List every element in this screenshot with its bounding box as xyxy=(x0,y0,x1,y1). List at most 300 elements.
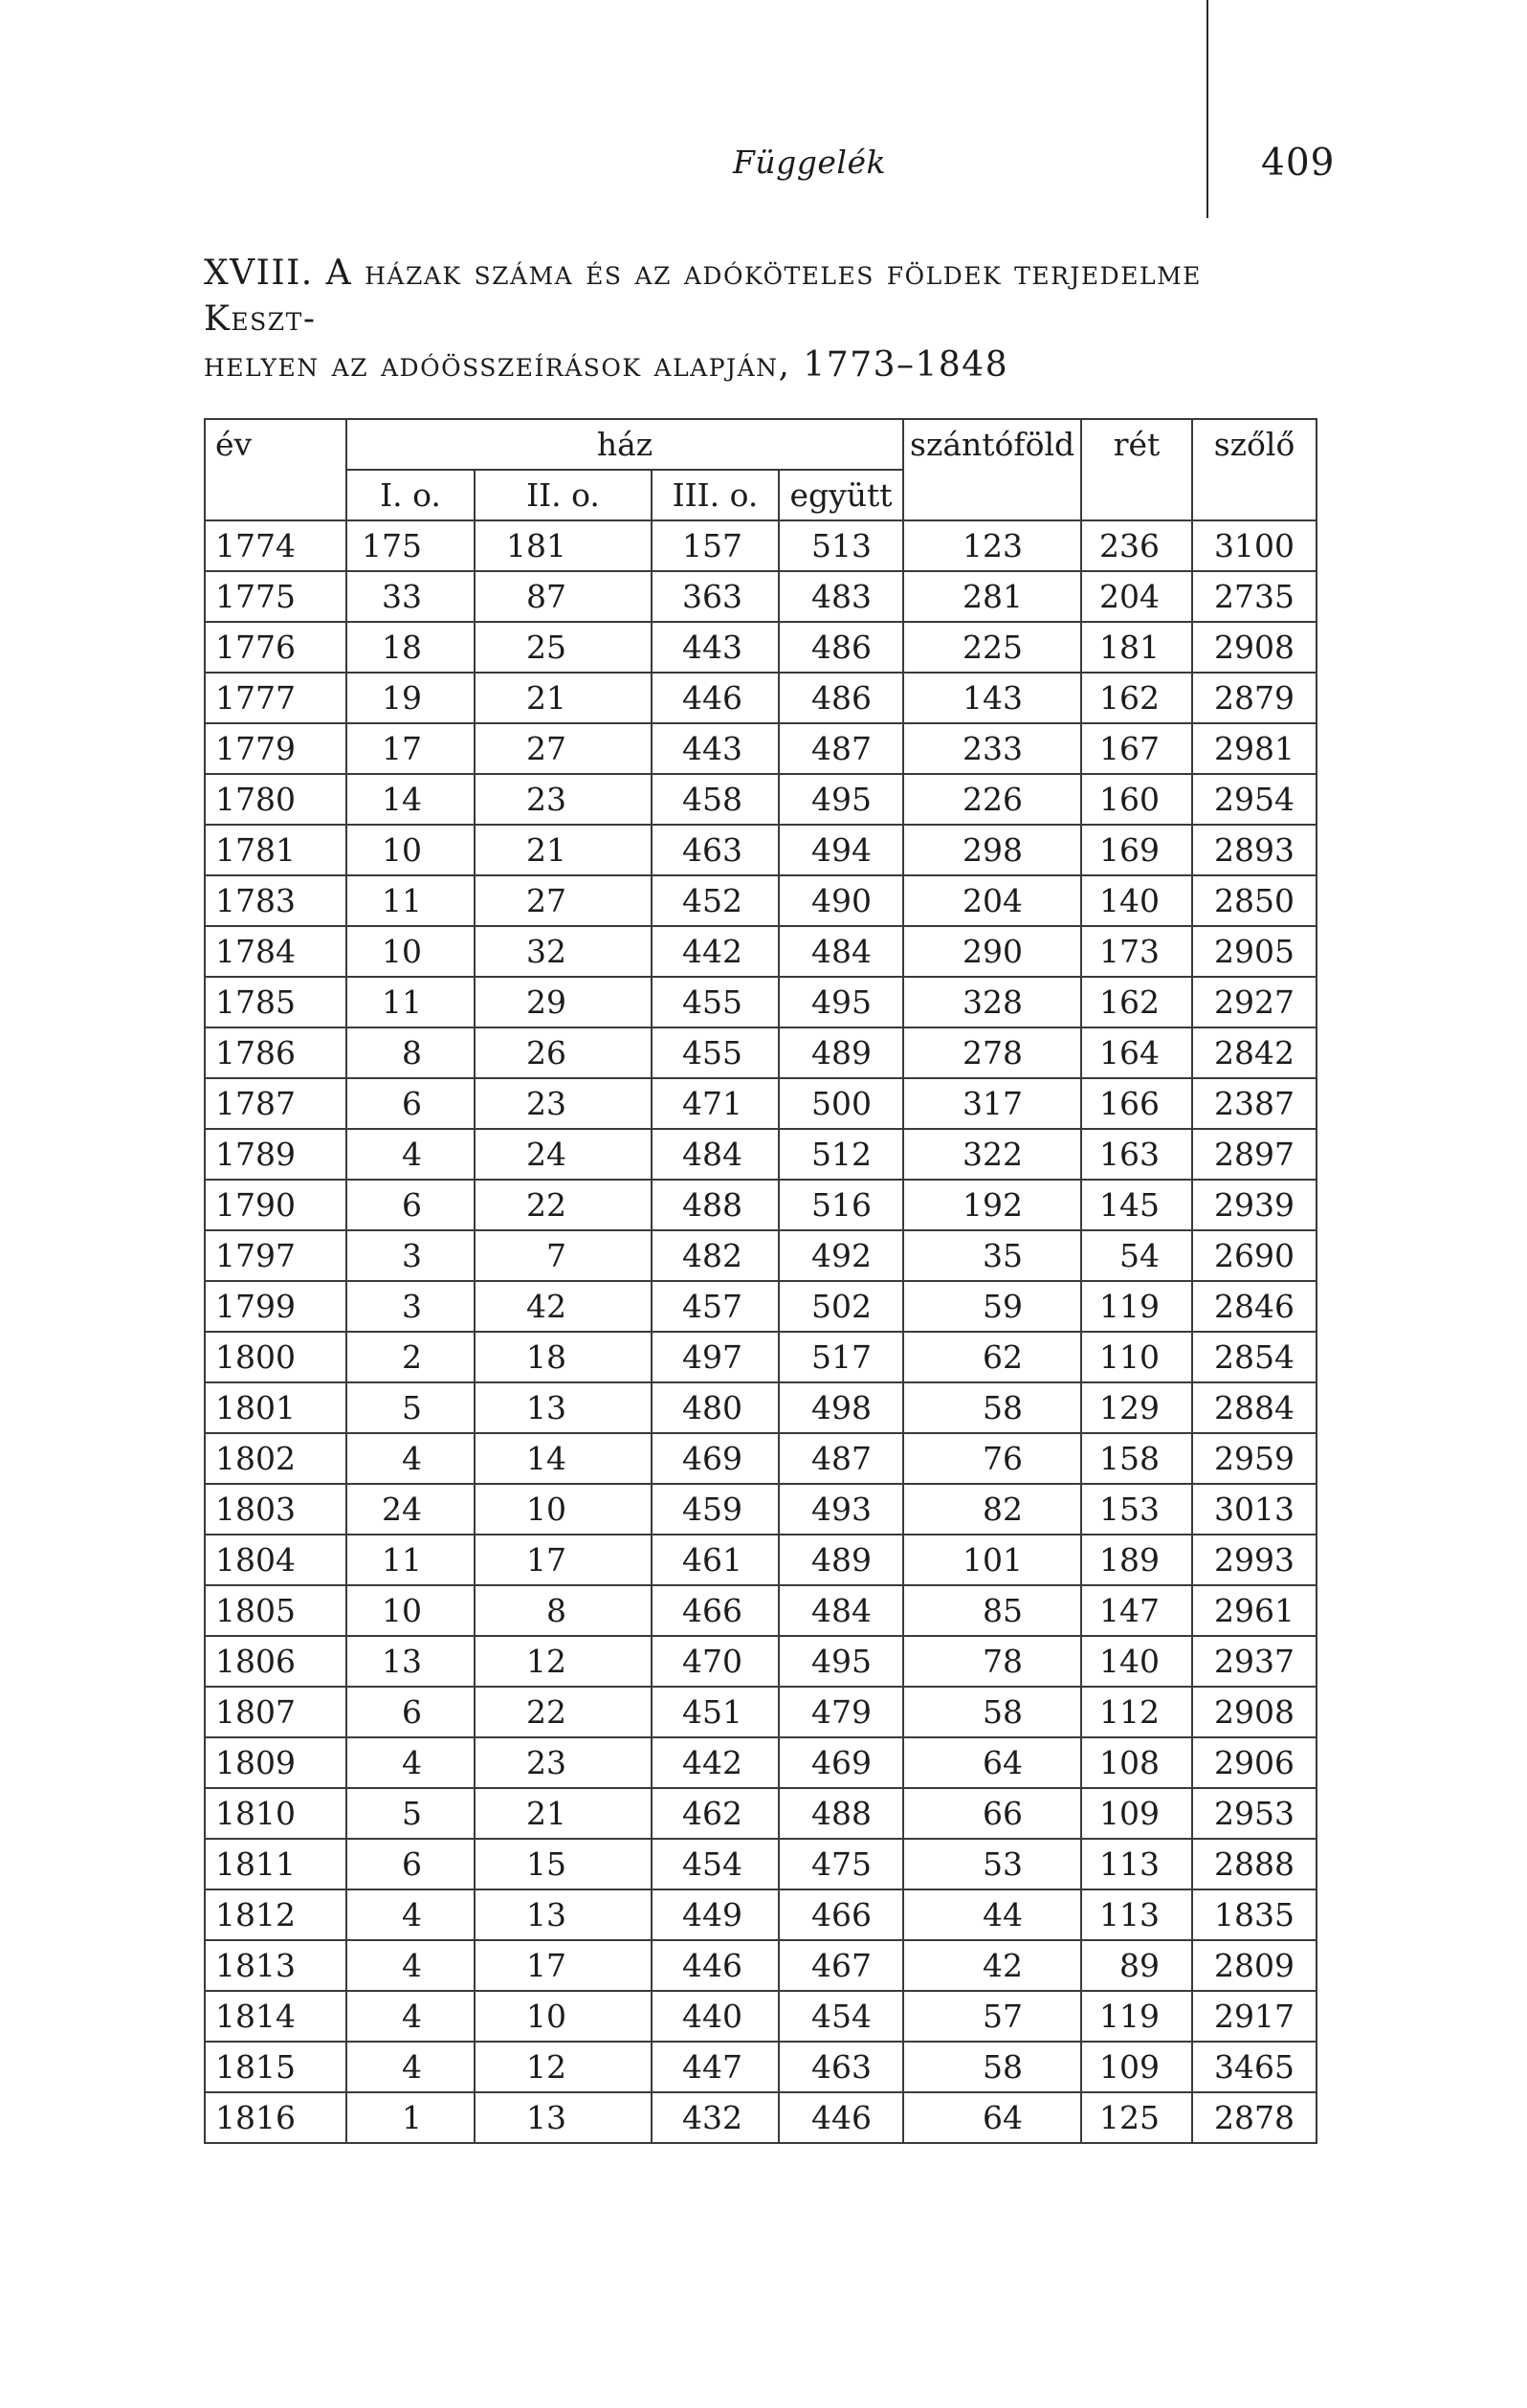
header-row-1 xyxy=(205,419,1317,470)
header-houses: ház xyxy=(346,419,903,470)
cell-class-2: 22 xyxy=(475,1180,652,1230)
cell-total: 494 xyxy=(779,825,903,875)
cell-class-3: 482 xyxy=(652,1230,779,1281)
table-row xyxy=(205,1737,1317,1788)
cell-vineyard: 2735 xyxy=(1192,571,1317,622)
table-row xyxy=(205,1585,1317,1636)
cell-meadow: 54 xyxy=(1081,1230,1192,1281)
cell-class-3: 443 xyxy=(652,622,779,673)
cell-year: 1815 xyxy=(205,2042,346,2092)
cell-vineyard: 2690 xyxy=(1192,1230,1317,1281)
cell-year: 1799 xyxy=(205,1281,346,1332)
cell-arable: 66 xyxy=(903,1788,1081,1839)
cell-total: 489 xyxy=(779,1535,903,1585)
cell-class-3: 459 xyxy=(652,1484,779,1535)
cell-year: 1802 xyxy=(205,1433,346,1484)
cell-class-3: 455 xyxy=(652,977,779,1027)
table-row xyxy=(205,1078,1317,1129)
table-row xyxy=(205,1889,1317,1940)
cell-arable: 82 xyxy=(903,1484,1081,1535)
cell-arable: 328 xyxy=(903,977,1081,1027)
cell-vineyard: 2897 xyxy=(1192,1129,1317,1180)
cell-class-3: 463 xyxy=(652,825,779,875)
cell-arable: 58 xyxy=(903,1382,1081,1433)
cell-total: 479 xyxy=(779,1687,903,1737)
cell-class-2: 27 xyxy=(475,875,652,926)
cell-year: 1774 xyxy=(205,520,346,571)
cell-class-2: 17 xyxy=(475,1535,652,1585)
cell-class-2: 13 xyxy=(475,1889,652,1940)
cell-total: 513 xyxy=(779,520,903,571)
cell-meadow: 166 xyxy=(1081,1078,1192,1129)
cell-meadow: 164 xyxy=(1081,1027,1192,1078)
cell-arable: 76 xyxy=(903,1433,1081,1484)
cell-year: 1779 xyxy=(205,723,346,774)
cell-class-1: 3 xyxy=(346,1281,475,1332)
cell-arable: 57 xyxy=(903,1991,1081,2042)
cell-class-2: 13 xyxy=(475,2092,652,2143)
cell-arable: 58 xyxy=(903,1687,1081,1737)
cell-arable: 35 xyxy=(903,1230,1081,1281)
cell-meadow: 162 xyxy=(1081,977,1192,1027)
table-title-line-2: helyen az adóösszeírások alapján, 1773–1848 xyxy=(204,345,1009,385)
cell-meadow: 109 xyxy=(1081,1788,1192,1839)
cell-class-2: 24 xyxy=(475,1129,652,1180)
cell-vineyard: 2959 xyxy=(1192,1433,1317,1484)
cell-year: 1800 xyxy=(205,1332,346,1382)
table-row xyxy=(205,1129,1317,1180)
cell-total: 487 xyxy=(779,723,903,774)
cell-class-1: 24 xyxy=(346,1484,475,1535)
cell-arable: 101 xyxy=(903,1535,1081,1585)
cell-class-2: 12 xyxy=(475,2042,652,2092)
cell-year: 1803 xyxy=(205,1484,346,1535)
cell-meadow: 167 xyxy=(1081,723,1192,774)
cell-total: 454 xyxy=(779,1991,903,2042)
cell-meadow: 181 xyxy=(1081,622,1192,673)
cell-class-1: 10 xyxy=(346,926,475,977)
cell-class-1: 2 xyxy=(346,1332,475,1382)
cell-meadow: 160 xyxy=(1081,774,1192,825)
table-row xyxy=(205,977,1317,1027)
table-row xyxy=(205,673,1317,723)
cell-total: 502 xyxy=(779,1281,903,1332)
cell-total: 487 xyxy=(779,1433,903,1484)
cell-class-3: 470 xyxy=(652,1636,779,1687)
cell-class-2: 25 xyxy=(475,622,652,673)
table-row xyxy=(205,1382,1317,1433)
cell-class-2: 8 xyxy=(475,1585,652,1636)
cell-year: 1797 xyxy=(205,1230,346,1281)
cell-class-3: 497 xyxy=(652,1332,779,1382)
cell-meadow: 119 xyxy=(1081,1991,1192,2042)
cell-class-1: 5 xyxy=(346,1788,475,1839)
cell-total: 492 xyxy=(779,1230,903,1281)
cell-total: 466 xyxy=(779,1889,903,1940)
cell-vineyard: 2993 xyxy=(1192,1535,1317,1585)
cell-class-2: 23 xyxy=(475,774,652,825)
table-row xyxy=(205,1839,1317,1889)
cell-class-1: 4 xyxy=(346,1889,475,1940)
cell-class-2: 13 xyxy=(475,1382,652,1433)
cell-meadow: 109 xyxy=(1081,2042,1192,2092)
cell-year: 1789 xyxy=(205,1129,346,1180)
cell-arable: 298 xyxy=(903,825,1081,875)
cell-class-3: 457 xyxy=(652,1281,779,1332)
cell-class-1: 10 xyxy=(346,825,475,875)
cell-arable: 85 xyxy=(903,1585,1081,1636)
table-row xyxy=(205,723,1317,774)
cell-meadow: 147 xyxy=(1081,1585,1192,1636)
cell-class-2: 12 xyxy=(475,1636,652,1687)
cell-class-3: 455 xyxy=(652,1027,779,1078)
cell-class-1: 4 xyxy=(346,1129,475,1180)
cell-year: 1812 xyxy=(205,1889,346,1940)
cell-vineyard: 2850 xyxy=(1192,875,1317,926)
cell-meadow: 173 xyxy=(1081,926,1192,977)
cell-class-3: 443 xyxy=(652,723,779,774)
header-meadow: rét xyxy=(1081,419,1192,520)
cell-class-2: 87 xyxy=(475,571,652,622)
cell-class-3: 432 xyxy=(652,2092,779,2143)
header-vineyard: szőlő xyxy=(1192,419,1317,520)
table-row xyxy=(205,520,1317,571)
cell-meadow: 169 xyxy=(1081,825,1192,875)
cell-year: 1790 xyxy=(205,1180,346,1230)
cell-year: 1776 xyxy=(205,622,346,673)
cell-year: 1801 xyxy=(205,1382,346,1433)
cell-class-1: 17 xyxy=(346,723,475,774)
cell-arable: 317 xyxy=(903,1078,1081,1129)
cell-year: 1775 xyxy=(205,571,346,622)
cell-arable: 59 xyxy=(903,1281,1081,1332)
cell-class-2: 29 xyxy=(475,977,652,1027)
cell-vineyard: 2906 xyxy=(1192,1737,1317,1788)
header-class-3: III. o. xyxy=(652,470,779,520)
cell-year: 1785 xyxy=(205,977,346,1027)
cell-meadow: 108 xyxy=(1081,1737,1192,1788)
cell-arable: 290 xyxy=(903,926,1081,977)
cell-vineyard: 1835 xyxy=(1192,1889,1317,1940)
running-head: Függelék xyxy=(732,144,886,181)
header-year: év xyxy=(205,419,346,520)
cell-class-1: 6 xyxy=(346,1078,475,1129)
table-row xyxy=(205,1940,1317,1991)
cell-arable: 192 xyxy=(903,1180,1081,1230)
cell-vineyard: 2854 xyxy=(1192,1332,1317,1382)
cell-total: 495 xyxy=(779,774,903,825)
cell-class-3: 488 xyxy=(652,1180,779,1230)
cell-meadow: 125 xyxy=(1081,2092,1192,2143)
header-divider xyxy=(1206,0,1208,218)
cell-vineyard: 2953 xyxy=(1192,1788,1317,1839)
table-body xyxy=(205,520,1317,2143)
cell-total: 486 xyxy=(779,622,903,673)
table-row xyxy=(205,1332,1317,1382)
cell-year: 1783 xyxy=(205,875,346,926)
cell-year: 1814 xyxy=(205,1991,346,2042)
table-row xyxy=(205,2092,1317,2143)
header-arable: szántóföld xyxy=(903,419,1081,520)
cell-class-3: 449 xyxy=(652,1889,779,1940)
cell-total: 517 xyxy=(779,1332,903,1382)
cell-year: 1807 xyxy=(205,1687,346,1737)
cell-class-2: 22 xyxy=(475,1687,652,1737)
cell-class-1: 19 xyxy=(346,673,475,723)
header-class-2: II. o. xyxy=(475,470,652,520)
cell-class-1: 18 xyxy=(346,622,475,673)
cell-year: 1777 xyxy=(205,673,346,723)
cell-class-1: 4 xyxy=(346,1737,475,1788)
cell-vineyard: 2908 xyxy=(1192,1687,1317,1737)
cell-year: 1781 xyxy=(205,825,346,875)
cell-arable: 322 xyxy=(903,1129,1081,1180)
cell-class-2: 32 xyxy=(475,926,652,977)
cell-meadow: 153 xyxy=(1081,1484,1192,1535)
cell-year: 1784 xyxy=(205,926,346,977)
cell-class-1: 6 xyxy=(346,1839,475,1889)
cell-class-3: 454 xyxy=(652,1839,779,1889)
cell-class-2: 18 xyxy=(475,1332,652,1382)
cell-year: 1806 xyxy=(205,1636,346,1687)
cell-arable: 233 xyxy=(903,723,1081,774)
page-number: 409 xyxy=(1261,142,1336,185)
cell-meadow: 140 xyxy=(1081,875,1192,926)
cell-class-1: 11 xyxy=(346,977,475,1027)
header-class-1: I. o. xyxy=(346,470,475,520)
table-title-line-1: XVIII. A házak száma és az adóköteles földek terjedelme Keszt- xyxy=(204,254,1202,339)
cell-vineyard: 2878 xyxy=(1192,2092,1317,2143)
cell-vineyard: 2981 xyxy=(1192,723,1317,774)
cell-class-1: 10 xyxy=(346,1585,475,1636)
cell-total: 484 xyxy=(779,1585,903,1636)
table-row xyxy=(205,1991,1317,2042)
cell-vineyard: 2879 xyxy=(1192,673,1317,723)
cell-total: 498 xyxy=(779,1382,903,1433)
cell-arable: 53 xyxy=(903,1839,1081,1889)
cell-arable: 143 xyxy=(903,673,1081,723)
cell-vineyard: 3100 xyxy=(1192,520,1317,571)
cell-vineyard: 2939 xyxy=(1192,1180,1317,1230)
cell-class-2: 26 xyxy=(475,1027,652,1078)
cell-year: 1804 xyxy=(205,1535,346,1585)
cell-class-2: 42 xyxy=(475,1281,652,1332)
cell-arable: 44 xyxy=(903,1889,1081,1940)
cell-meadow: 119 xyxy=(1081,1281,1192,1332)
cell-arable: 78 xyxy=(903,1636,1081,1687)
cell-year: 1811 xyxy=(205,1839,346,1889)
cell-class-3: 363 xyxy=(652,571,779,622)
cell-class-2: 21 xyxy=(475,825,652,875)
cell-meadow: 204 xyxy=(1081,571,1192,622)
cell-arable: 281 xyxy=(903,571,1081,622)
cell-total: 488 xyxy=(779,1788,903,1839)
table-row xyxy=(205,622,1317,673)
cell-class-2: 23 xyxy=(475,1078,652,1129)
table-row xyxy=(205,1535,1317,1585)
table-row xyxy=(205,926,1317,977)
cell-total: 512 xyxy=(779,1129,903,1180)
table-row xyxy=(205,1636,1317,1687)
cell-total: 446 xyxy=(779,2092,903,2143)
cell-year: 1810 xyxy=(205,1788,346,1839)
cell-class-3: 469 xyxy=(652,1433,779,1484)
data-table xyxy=(204,418,1317,2144)
cell-class-1: 4 xyxy=(346,1991,475,2042)
cell-year: 1786 xyxy=(205,1027,346,1078)
cell-meadow: 140 xyxy=(1081,1636,1192,1687)
cell-meadow: 110 xyxy=(1081,1332,1192,1382)
cell-year: 1813 xyxy=(205,1940,346,1991)
table-row xyxy=(205,1484,1317,1535)
cell-vineyard: 2846 xyxy=(1192,1281,1317,1332)
cell-class-1: 13 xyxy=(346,1636,475,1687)
cell-class-1: 4 xyxy=(346,1940,475,1991)
cell-class-3: 452 xyxy=(652,875,779,926)
cell-vineyard: 2905 xyxy=(1192,926,1317,977)
cell-arable: 226 xyxy=(903,774,1081,825)
cell-total: 463 xyxy=(779,2042,903,2092)
cell-meadow: 189 xyxy=(1081,1535,1192,1585)
cell-meadow: 112 xyxy=(1081,1687,1192,1737)
cell-total: 486 xyxy=(779,673,903,723)
cell-class-3: 442 xyxy=(652,926,779,977)
cell-class-1: 6 xyxy=(346,1687,475,1737)
cell-class-2: 21 xyxy=(475,1788,652,1839)
cell-meadow: 113 xyxy=(1081,1839,1192,1889)
cell-total: 493 xyxy=(779,1484,903,1535)
cell-arable: 204 xyxy=(903,875,1081,926)
cell-class-3: 462 xyxy=(652,1788,779,1839)
cell-class-3: 471 xyxy=(652,1078,779,1129)
cell-arable: 64 xyxy=(903,1737,1081,1788)
cell-class-1: 14 xyxy=(346,774,475,825)
cell-total: 490 xyxy=(779,875,903,926)
table-row xyxy=(205,1180,1317,1230)
cell-class-1: 1 xyxy=(346,2092,475,2143)
cell-arable: 123 xyxy=(903,520,1081,571)
cell-class-1: 8 xyxy=(346,1027,475,1078)
cell-class-2: 15 xyxy=(475,1839,652,1889)
cell-year: 1816 xyxy=(205,2092,346,2143)
table-row xyxy=(205,825,1317,875)
cell-class-3: 461 xyxy=(652,1535,779,1585)
cell-year: 1805 xyxy=(205,1585,346,1636)
cell-vineyard: 2908 xyxy=(1192,622,1317,673)
cell-total: 500 xyxy=(779,1078,903,1129)
cell-class-2: 21 xyxy=(475,673,652,723)
cell-class-2: 14 xyxy=(475,1433,652,1484)
cell-total: 495 xyxy=(779,977,903,1027)
cell-class-3: 446 xyxy=(652,1940,779,1991)
cell-vineyard: 2387 xyxy=(1192,1078,1317,1129)
cell-meadow: 113 xyxy=(1081,1889,1192,1940)
cell-total: 467 xyxy=(779,1940,903,1991)
cell-vineyard: 2954 xyxy=(1192,774,1317,825)
cell-total: 483 xyxy=(779,571,903,622)
cell-class-3: 451 xyxy=(652,1687,779,1737)
cell-class-3: 484 xyxy=(652,1129,779,1180)
cell-class-2: 17 xyxy=(475,1940,652,1991)
cell-arable: 278 xyxy=(903,1027,1081,1078)
cell-class-1: 5 xyxy=(346,1382,475,1433)
table-row xyxy=(205,1687,1317,1737)
table-title xyxy=(204,251,1323,388)
table-row xyxy=(205,571,1317,622)
cell-year: 1780 xyxy=(205,774,346,825)
cell-class-2: 181 xyxy=(475,520,652,571)
cell-class-2: 10 xyxy=(475,1991,652,2042)
cell-class-3: 440 xyxy=(652,1991,779,2042)
cell-class-3: 442 xyxy=(652,1737,779,1788)
cell-vineyard: 2927 xyxy=(1192,977,1317,1027)
cell-total: 489 xyxy=(779,1027,903,1078)
cell-meadow: 158 xyxy=(1081,1433,1192,1484)
table-row xyxy=(205,1230,1317,1281)
cell-class-1: 11 xyxy=(346,875,475,926)
cell-meadow: 145 xyxy=(1081,1180,1192,1230)
cell-class-2: 7 xyxy=(475,1230,652,1281)
cell-class-3: 157 xyxy=(652,520,779,571)
cell-meadow: 163 xyxy=(1081,1129,1192,1180)
cell-class-1: 175 xyxy=(346,520,475,571)
table-row xyxy=(205,1281,1317,1332)
cell-vineyard: 2888 xyxy=(1192,1839,1317,1889)
cell-vineyard: 2842 xyxy=(1192,1027,1317,1078)
cell-arable: 225 xyxy=(903,622,1081,673)
cell-class-1: 4 xyxy=(346,2042,475,2092)
cell-meadow: 129 xyxy=(1081,1382,1192,1433)
cell-vineyard: 3013 xyxy=(1192,1484,1317,1535)
cell-class-3: 446 xyxy=(652,673,779,723)
cell-vineyard: 2893 xyxy=(1192,825,1317,875)
table-row xyxy=(205,875,1317,926)
cell-vineyard: 2937 xyxy=(1192,1636,1317,1687)
cell-class-3: 447 xyxy=(652,2042,779,2092)
cell-vineyard: 2961 xyxy=(1192,1585,1317,1636)
cell-vineyard: 2884 xyxy=(1192,1382,1317,1433)
cell-class-1: 3 xyxy=(346,1230,475,1281)
cell-vineyard: 2917 xyxy=(1192,1991,1317,2042)
cell-meadow: 162 xyxy=(1081,673,1192,723)
cell-year: 1787 xyxy=(205,1078,346,1129)
cell-class-1: 4 xyxy=(346,1433,475,1484)
cell-class-2: 10 xyxy=(475,1484,652,1535)
cell-total: 475 xyxy=(779,1839,903,1889)
cell-meadow: 89 xyxy=(1081,1940,1192,1991)
cell-class-3: 466 xyxy=(652,1585,779,1636)
table-row xyxy=(205,1788,1317,1839)
cell-vineyard: 2809 xyxy=(1192,1940,1317,1991)
cell-class-3: 458 xyxy=(652,774,779,825)
cell-meadow: 236 xyxy=(1081,520,1192,571)
cell-class-2: 27 xyxy=(475,723,652,774)
cell-arable: 42 xyxy=(903,1940,1081,1991)
cell-class-1: 11 xyxy=(346,1535,475,1585)
cell-total: 484 xyxy=(779,926,903,977)
cell-class-1: 33 xyxy=(346,571,475,622)
cell-arable: 58 xyxy=(903,2042,1081,2092)
cell-total: 516 xyxy=(779,1180,903,1230)
header-total: együtt xyxy=(779,470,903,520)
table-row xyxy=(205,1433,1317,1484)
cell-arable: 64 xyxy=(903,2092,1081,2143)
cell-vineyard: 3465 xyxy=(1192,2042,1317,2092)
table-row xyxy=(205,2042,1317,2092)
table-row xyxy=(205,774,1317,825)
cell-total: 495 xyxy=(779,1636,903,1687)
cell-class-2: 23 xyxy=(475,1737,652,1788)
